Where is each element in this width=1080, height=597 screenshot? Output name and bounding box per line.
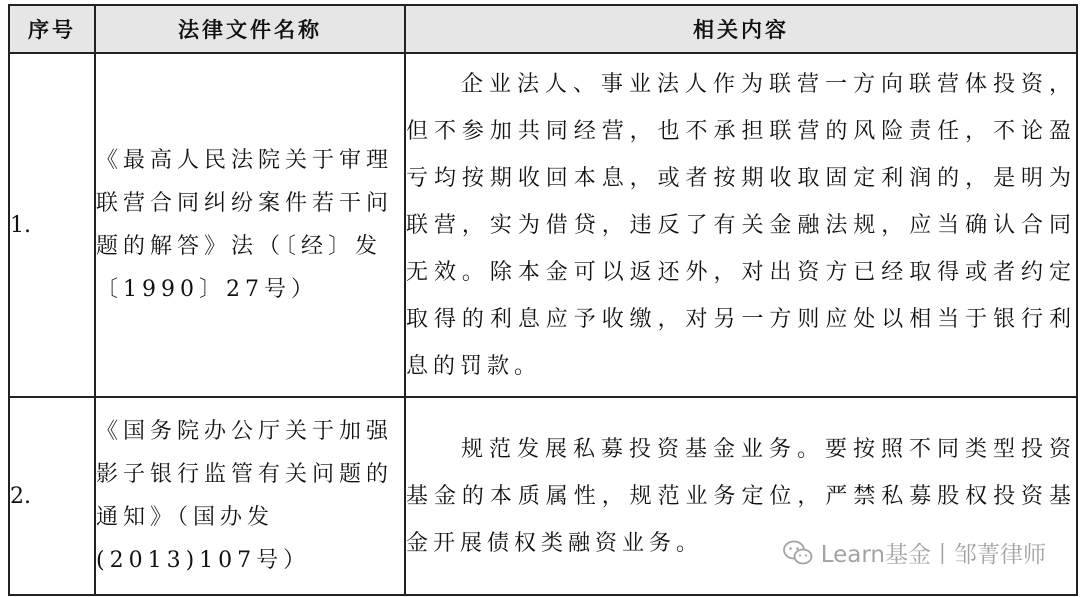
wechat-icon	[783, 540, 813, 566]
header-doc-name: 法律文件名称	[95, 5, 405, 53]
row-content: 企业法人、事业法人作为联营一方向联营体投资，但不参加共同经营，也不承担联营的风险责任，不论盈亏均按期收回本息，或者按期收取固定利润的，是明为联营，实为借贷，违反了有关金融法规，应当确认合同无效。除本金可以返还外，对出资方已经取得或者约定取得的利息应予收缴，对另一方则应处以相当于银行利息的罚款。	[405, 53, 1077, 397]
row-index: 1.	[9, 53, 95, 397]
table-row	[9, 53, 1077, 397]
header-content: 相关内容	[405, 5, 1077, 53]
row-doc-name: 《国务院办公厅关于加强影子银行监管有关问题的通知》（国办发(2013)107号）	[95, 397, 405, 595]
row-index: 2.	[9, 397, 95, 595]
law-table	[8, 4, 1078, 596]
watermark	[783, 536, 1046, 569]
header-index: 序号	[9, 5, 95, 53]
watermark-text: Learn基金丨邹菁律师	[820, 542, 1046, 568]
row-content: 规范发展私募投资基金业务。要按照不同类型投资基金的本质属性，规范业务定位，严禁私募股权投资基金开展债权类融资业务。	[405, 397, 1077, 595]
table-header-row	[9, 5, 1077, 53]
row-doc-name: 《最高人民法院关于审理联营合同纠纷案件若干问题的解答》法（〔经〕发〔1990〕27号）	[95, 53, 405, 397]
